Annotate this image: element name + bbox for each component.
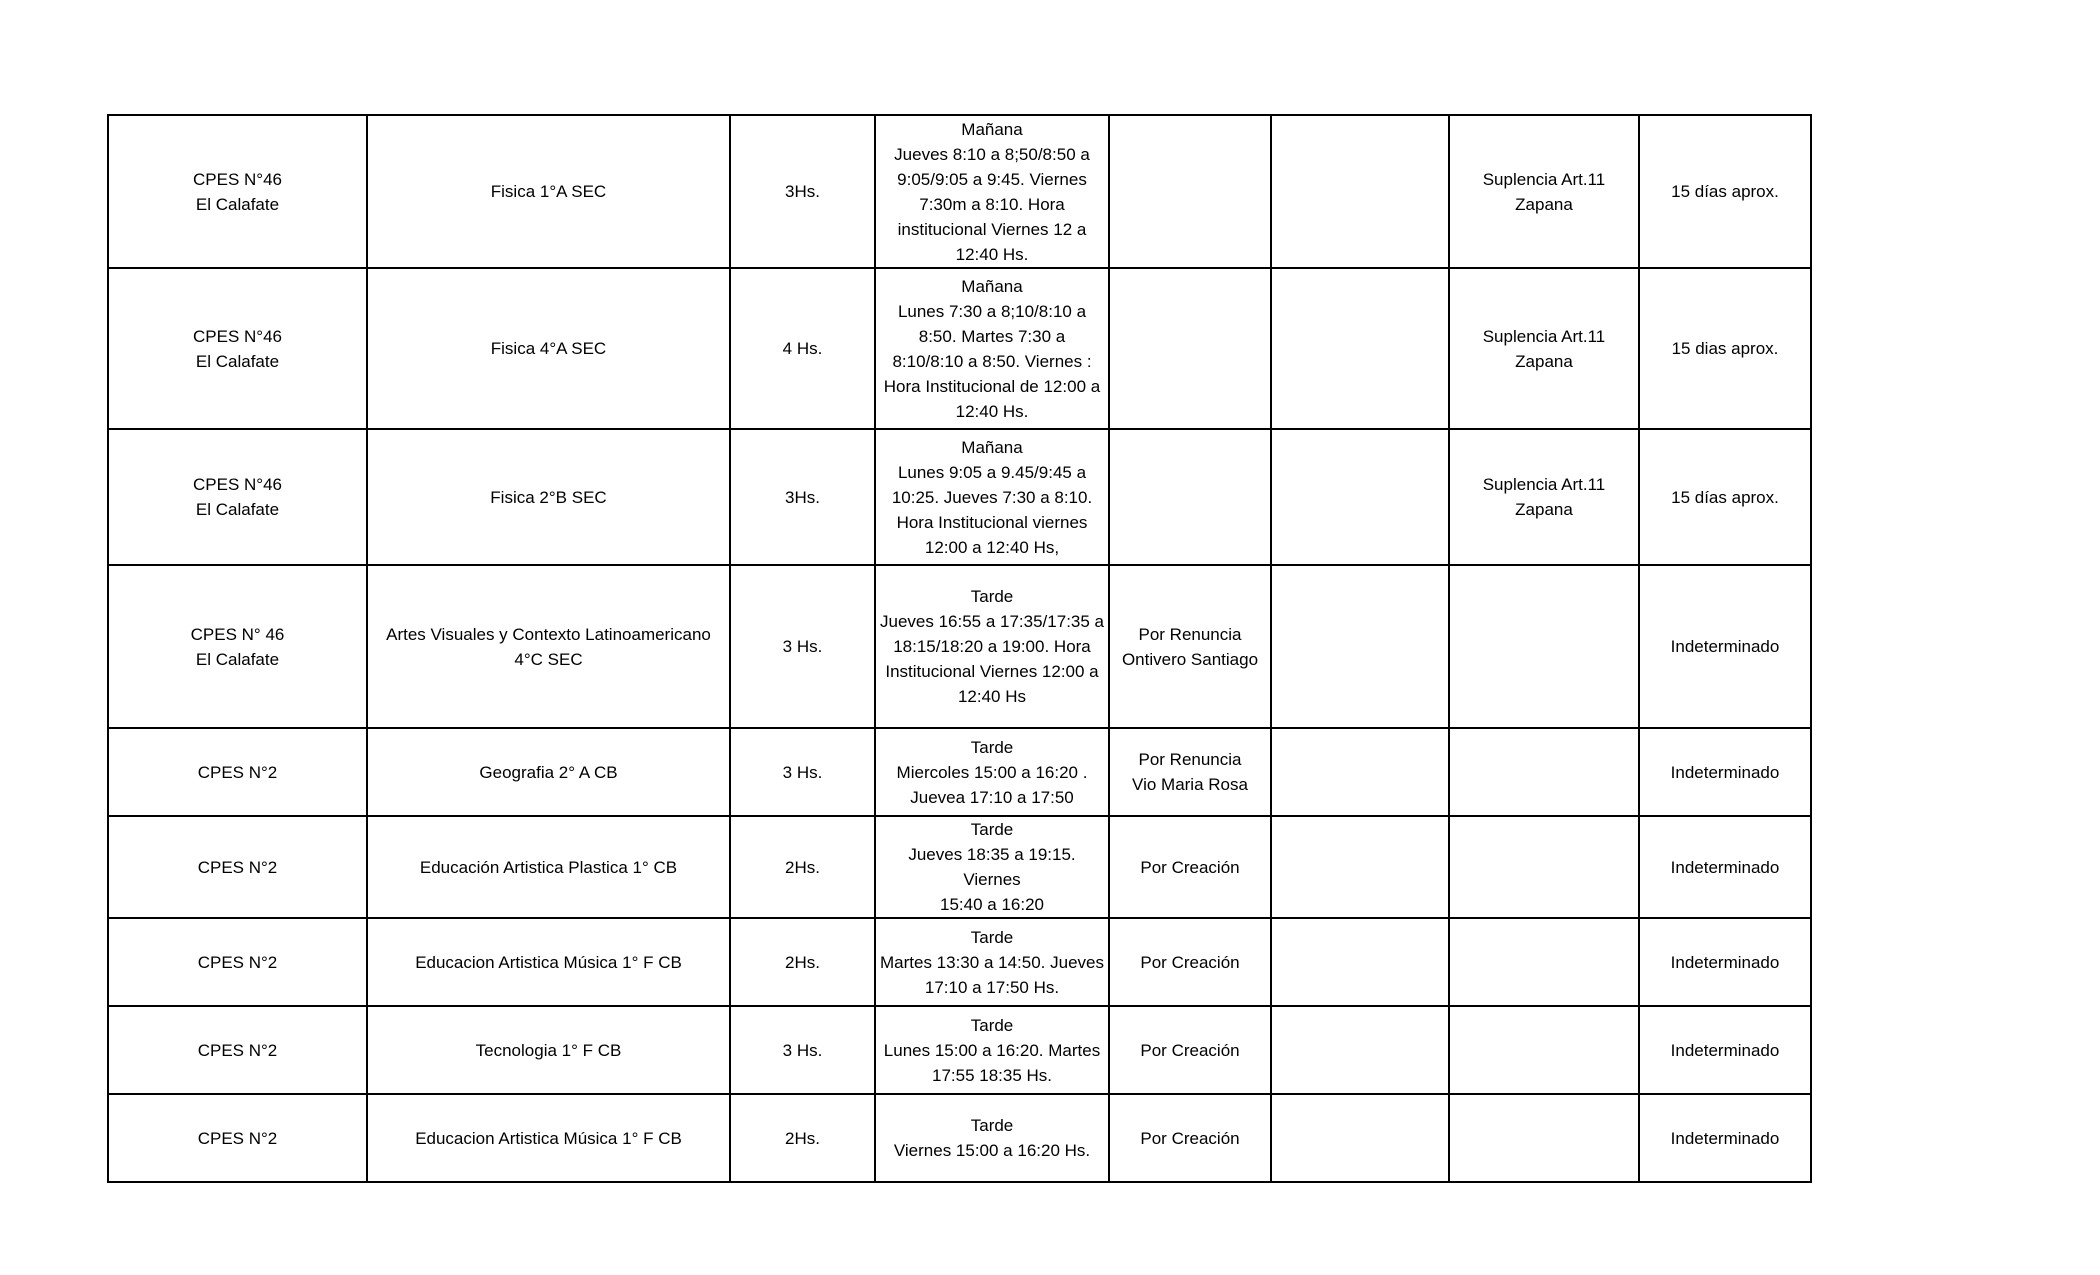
table-row xyxy=(108,268,1811,429)
coverage-cell xyxy=(1449,728,1639,816)
hours-cell: 2Hs. xyxy=(730,816,875,918)
school-cell: CPES N°46 El Calafate xyxy=(108,268,367,429)
schedule-cell: Tarde Martes 13:30 a 14:50. Jueves 17:10 a 17:50 Hs. xyxy=(875,918,1109,1006)
duration-cell: Indeterminado xyxy=(1639,1094,1811,1182)
blank-cell xyxy=(1271,918,1449,1006)
school-cell: CPES N°2 xyxy=(108,1006,367,1094)
blank-cell xyxy=(1271,115,1449,268)
coverage-cell xyxy=(1449,565,1639,728)
blank-cell xyxy=(1271,1094,1449,1182)
hours-cell: 3 Hs. xyxy=(730,1006,875,1094)
schedule-cell: Tarde Jueves 16:55 a 17:35/17:35 a 18:15/18:20 a 19:00. Hora Institucional Viernes 12:00 a 12:40 Hs xyxy=(875,565,1109,728)
hours-cell: 3 Hs. xyxy=(730,728,875,816)
table-row xyxy=(108,565,1811,728)
subject-cell: Geografia 2° A CB xyxy=(367,728,730,816)
schedule-cell: Tarde Viernes 15:00 a 16:20 Hs. xyxy=(875,1094,1109,1182)
coverage-cell xyxy=(1449,1094,1639,1182)
school-cell: CPES N°2 xyxy=(108,816,367,918)
school-cell: CPES N°2 xyxy=(108,728,367,816)
reason-cell: Por Renuncia Vio Maria Rosa xyxy=(1109,728,1271,816)
reason-cell xyxy=(1109,115,1271,268)
schedule-cell: Mañana Lunes 9:05 a 9.45/9:45 a 10:25. Jueves 7:30 a 8:10. Hora Institucional viernes 12:00 a 12:40 Hs, xyxy=(875,429,1109,565)
table-row xyxy=(108,1094,1811,1182)
table-row xyxy=(108,1006,1811,1094)
reason-cell: Por Creación xyxy=(1109,1094,1271,1182)
coverage-cell xyxy=(1449,918,1639,1006)
school-cell: CPES N°46 El Calafate xyxy=(108,115,367,268)
table-row xyxy=(108,115,1811,268)
reason-cell: Por Creación xyxy=(1109,816,1271,918)
reason-cell: Por Renuncia Ontivero Santiago xyxy=(1109,565,1271,728)
duration-cell: Indeterminado xyxy=(1639,918,1811,1006)
subject-cell: Fisica 4°A SEC xyxy=(367,268,730,429)
coverage-cell: Suplencia Art.11 Zapana xyxy=(1449,115,1639,268)
hours-cell: 4 Hs. xyxy=(730,268,875,429)
duration-cell: Indeterminado xyxy=(1639,1006,1811,1094)
table-row xyxy=(108,918,1811,1006)
blank-cell xyxy=(1271,728,1449,816)
table-row xyxy=(108,816,1811,918)
blank-cell xyxy=(1271,816,1449,918)
subject-cell: Educacion Artistica Música 1° F CB xyxy=(367,1094,730,1182)
table-row xyxy=(108,728,1811,816)
coverage-cell: Suplencia Art.11 Zapana xyxy=(1449,268,1639,429)
subject-cell: Tecnologia 1° F CB xyxy=(367,1006,730,1094)
hours-cell: 2Hs. xyxy=(730,1094,875,1182)
hours-cell: 3 Hs. xyxy=(730,565,875,728)
hours-cell: 2Hs. xyxy=(730,918,875,1006)
subject-cell: Educación Artistica Plastica 1° CB xyxy=(367,816,730,918)
school-cell: CPES N°46 El Calafate xyxy=(108,429,367,565)
schedule-cell: Tarde Lunes 15:00 a 16:20. Martes 17:55 18:35 Hs. xyxy=(875,1006,1109,1094)
coverage-cell xyxy=(1449,816,1639,918)
schedule-cell: Mañana Lunes 7:30 a 8;10/8:10 a 8:50. Martes 7:30 a 8:10/8:10 a 8:50. Viernes : Hora Institucional de 12:00 a 12:40 Hs. xyxy=(875,268,1109,429)
hours-cell: 3Hs. xyxy=(730,429,875,565)
coverage-cell xyxy=(1449,1006,1639,1094)
hours-cell: 3Hs. xyxy=(730,115,875,268)
subject-cell: Artes Visuales y Contexto Latinoamericano 4°C SEC xyxy=(367,565,730,728)
blank-cell xyxy=(1271,1006,1449,1094)
blank-cell xyxy=(1271,565,1449,728)
blank-cell xyxy=(1271,429,1449,565)
schedule-cell: Mañana Jueves 8:10 a 8;50/8:50 a 9:05/9:05 a 9:45. Viernes 7:30m a 8:10. Hora institucional Viernes 12 a 12:40 Hs. xyxy=(875,115,1109,268)
duration-cell: 15 días aprox. xyxy=(1639,115,1811,268)
reason-cell xyxy=(1109,268,1271,429)
duration-cell: 15 dias aprox. xyxy=(1639,268,1811,429)
duration-cell: Indeterminado xyxy=(1639,565,1811,728)
reason-cell: Por Creación xyxy=(1109,1006,1271,1094)
reason-cell xyxy=(1109,429,1271,565)
schedule-cell: Tarde Jueves 18:35 a 19:15. Viernes 15:40 a 16:20 xyxy=(875,816,1109,918)
table-row xyxy=(108,429,1811,565)
reason-cell: Por Creación xyxy=(1109,918,1271,1006)
subject-cell: Fisica 2°B SEC xyxy=(367,429,730,565)
schedule-cell: Tarde Miercoles 15:00 a 16:20 . Juevea 17:10 a 17:50 xyxy=(875,728,1109,816)
school-cell: CPES N°2 xyxy=(108,1094,367,1182)
coverage-cell: Suplencia Art.11 Zapana xyxy=(1449,429,1639,565)
duration-cell: Indeterminado xyxy=(1639,816,1811,918)
school-cell: CPES N°2 xyxy=(108,918,367,1006)
vacancy-table xyxy=(107,114,1812,1183)
duration-cell: 15 días aprox. xyxy=(1639,429,1811,565)
subject-cell: Fisica 1°A SEC xyxy=(367,115,730,268)
school-cell: CPES N° 46 El Calafate xyxy=(108,565,367,728)
duration-cell: Indeterminado xyxy=(1639,728,1811,816)
subject-cell: Educacion Artistica Música 1° F CB xyxy=(367,918,730,1006)
blank-cell xyxy=(1271,268,1449,429)
